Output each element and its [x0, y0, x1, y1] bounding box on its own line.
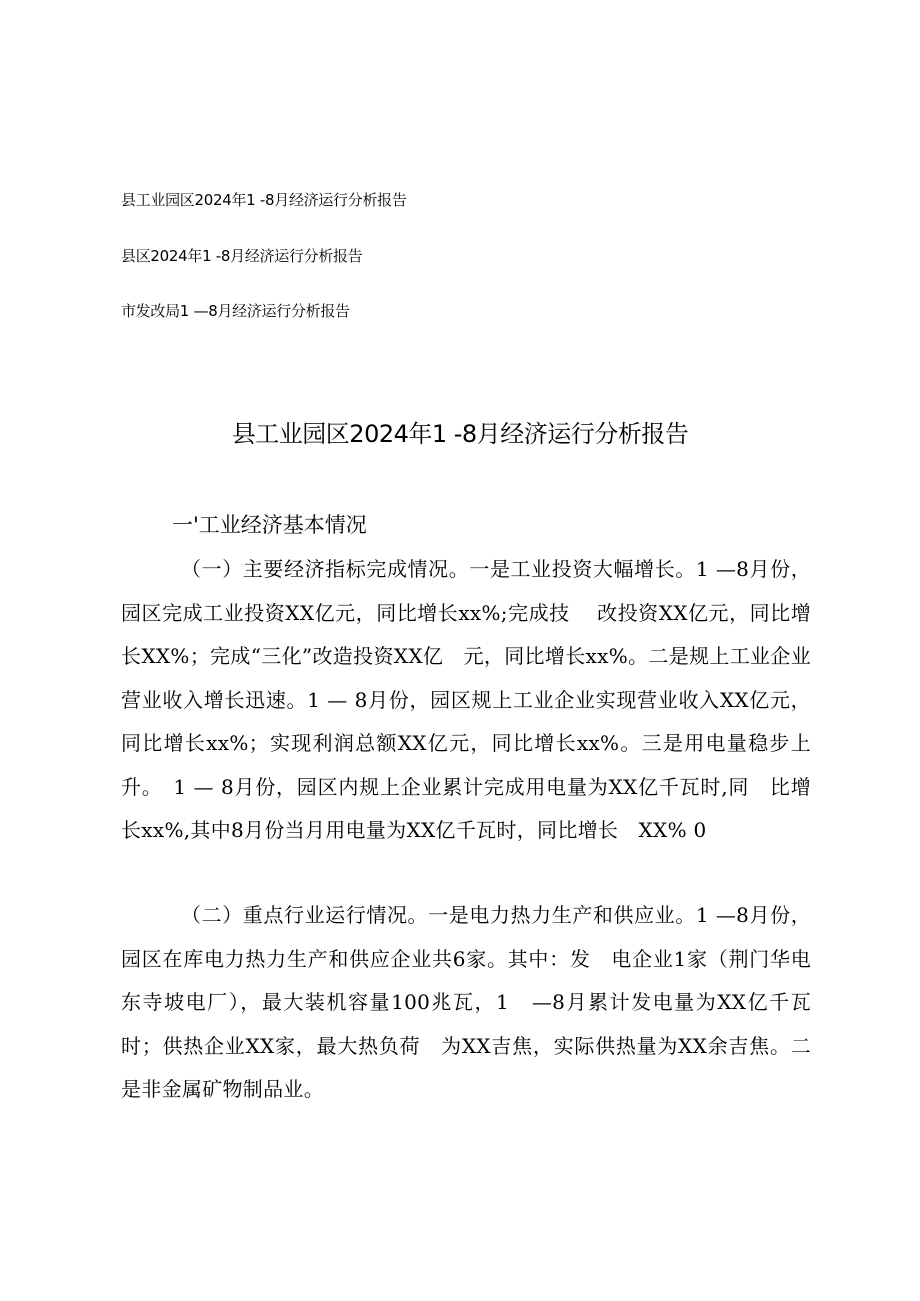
- body-paragraph: （二）重点行业运行情况。一是电力热力生产和供应业。1 —8月份，园区在库电力热力生产和供应企业共6家。其中：发 电企业1家（荆门华电东寺坡电厂），最大装机容量100兆瓦，1 —8月累计发电量为XX亿千瓦时；供热企业XX家，最大热负荷 为XX吉焦，实际供热量为XX余吉焦。二是非金属矿物制品业。: [121, 903, 811, 1101]
- toc-entry[interactable]: 市发改局1 —8月经济运行分析报告: [121, 302, 350, 320]
- body-paragraph: （一）主要经济指标完成情况。一是工业投资大幅增长。1 —8月份，园区完成工业投资XX亿元，同比增长xx%;完成技 改投资XX亿元，同比增长XX%；完成“三化”改造投资XX亿 元，同比增长xx%。二是规上工业企业营业收入增长迅速。1 — 8月份，园区规上工业企业实现营业收入XX亿元，同比增长xx%；实现利润总额XX亿元，同比增长xx%。三是用电量稳步上升。 1 — 8月份，园区内规上企业累计完成用电量为XX亿千瓦时,同 比增长xx%,其中8月份当月用电量为XX亿千瓦时，同比增长 XX% 0: [121, 557, 811, 842]
- document-title: 县工业园区2024年1 -8月经济运行分析报告: [231, 420, 689, 448]
- toc-entry[interactable]: 县区2024年1 -8月经济运行分析报告: [121, 247, 363, 265]
- toc-entry[interactable]: 县工业园区2024年1 -8月经济运行分析报告: [121, 191, 407, 209]
- section-heading: 一'工业经济基本情况: [172, 513, 367, 537]
